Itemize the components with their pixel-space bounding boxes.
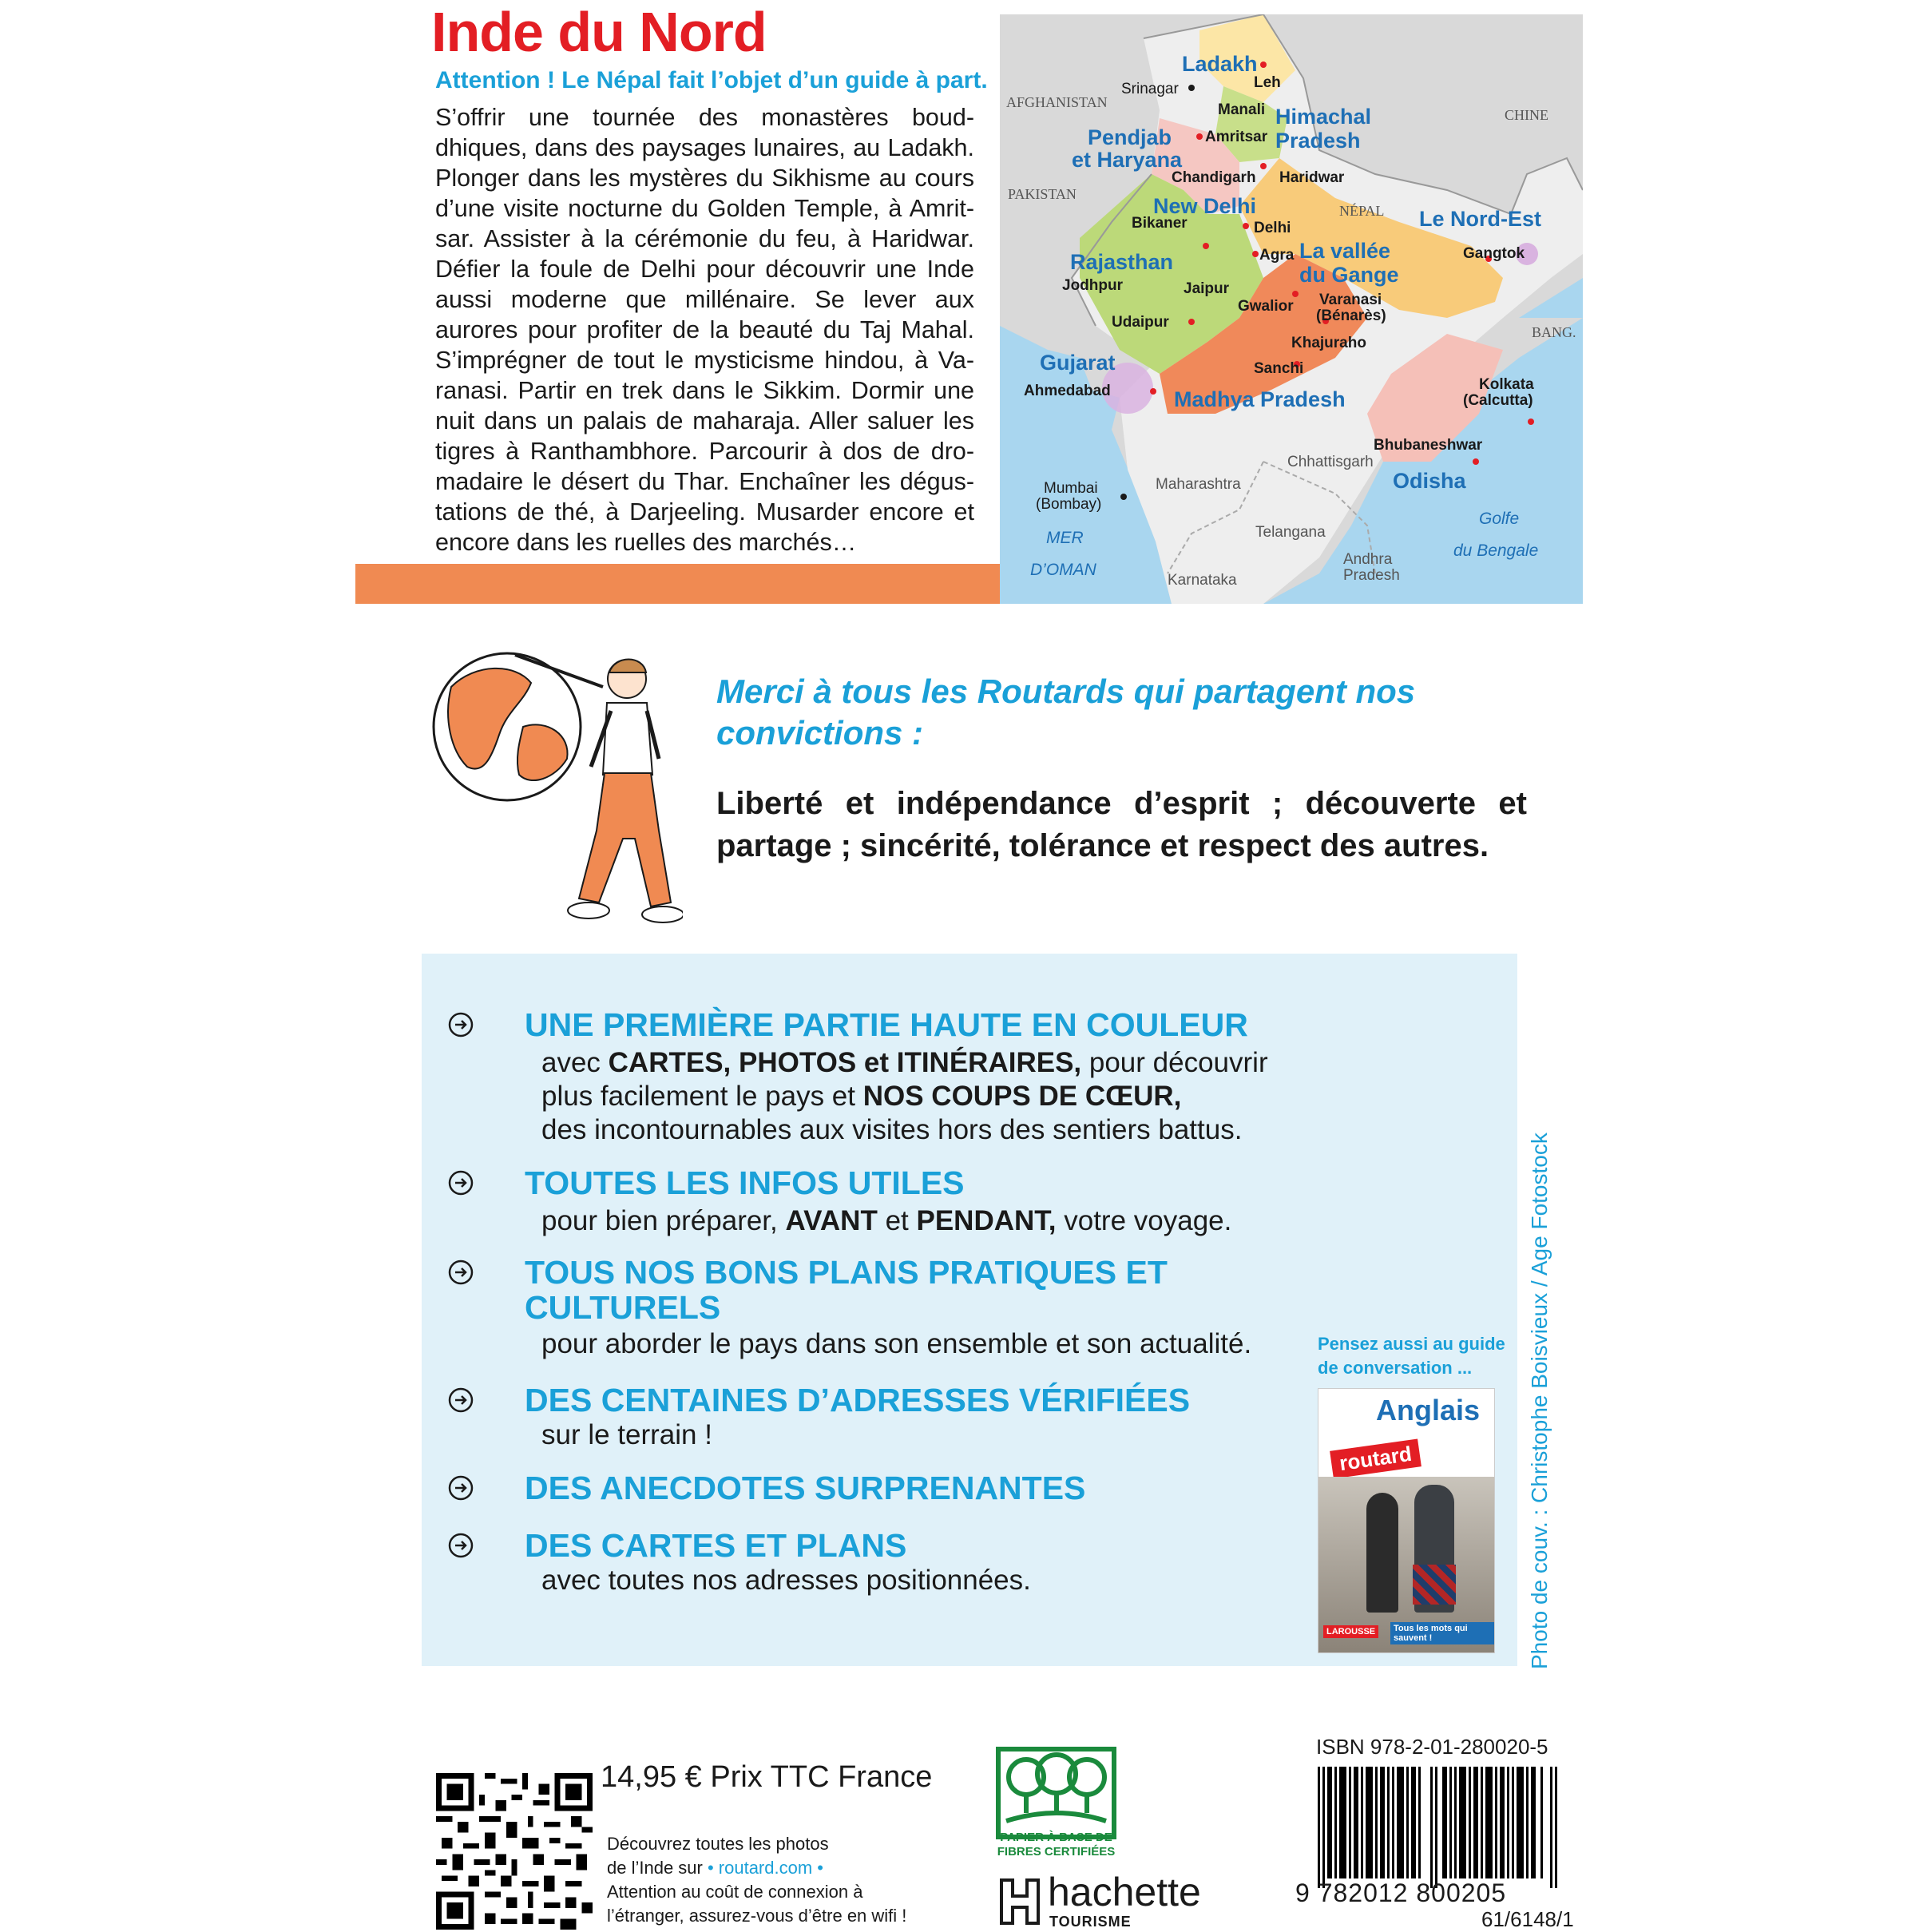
hachette-h-icon: [998, 1877, 1041, 1926]
barcode: [1318, 1767, 1557, 1888]
map-city-gwalior: Gwalior: [1238, 298, 1294, 315]
feature-text: pour découvrir: [1081, 1047, 1268, 1078]
discover-line-4: l’étranger, assurez-vous d’être en wifi !: [607, 1906, 907, 1926]
arrow-circle-icon: [447, 1532, 474, 1559]
map-country-bang: BANG.: [1532, 324, 1576, 340]
map-city-ahmedabad: Ahmedabad: [1024, 383, 1111, 399]
feature-heading: UNE PREMIÈRE PARTIE HAUTE EN COULEUR: [525, 1006, 1248, 1043]
feature-bold: PENDANT,: [916, 1205, 1057, 1236]
feature-body: [541, 1204, 1340, 1238]
feature-bold: NOS COUPS DE CŒUR,: [862, 1081, 1182, 1112]
pensez-line-1: Pensez aussi au guide: [1318, 1334, 1505, 1354]
conversation-guide-cover: [1318, 1388, 1495, 1653]
barcode-digits: 9 782012 800205: [1295, 1878, 1507, 1907]
cover-figure-1: [1366, 1493, 1398, 1613]
map-city-khajuraho: Khajuraho: [1291, 335, 1366, 351]
orange-band: [355, 564, 1000, 604]
map-city-delhi: Delhi: [1254, 220, 1291, 236]
tourisme-wordmark: TOURISME: [1049, 1914, 1132, 1930]
paper-line-2: FIBRES CERTIFIÉES: [997, 1845, 1116, 1859]
feature-text: avec: [541, 1047, 609, 1078]
map-city-leh: Leh: [1254, 74, 1281, 91]
map-state-telangana: Telangana: [1255, 524, 1326, 541]
map-state-andhra-2: Pradesh: [1343, 567, 1400, 584]
map-state-chhattisgarh: Chhattisgarh: [1287, 454, 1374, 470]
map-city-varanasi-2: (Bénarès): [1316, 307, 1386, 324]
map-label-rajasthan: Rajasthan: [1070, 250, 1174, 274]
discover-line-2: [607, 1856, 950, 1880]
map-city-chandigarh: Chandigarh: [1172, 169, 1256, 186]
map-sea-mer-2: D’OMAN: [1030, 561, 1096, 579]
map-label-himachal-1: Himachal: [1275, 105, 1372, 129]
map-country-chine: CHINE: [1505, 107, 1548, 123]
feature-bold: AVANT: [785, 1205, 878, 1236]
feature-heading: TOUTES LES INFOS UTILES: [525, 1164, 965, 1201]
feature-body: [541, 1046, 1340, 1080]
map-country-afghanistan: AFGHANISTAN: [1006, 94, 1108, 110]
cover-kilt: [1413, 1565, 1456, 1605]
feature-text: pour bien préparer,: [541, 1205, 786, 1236]
hachette-logo: [998, 1869, 1206, 1931]
feature-heading-line2: CULTURELS: [525, 1289, 721, 1326]
map-country-nepal: NÉPAL: [1339, 203, 1385, 219]
certified-paper-label: [990, 1831, 1122, 1859]
map-state-karnataka: Karnataka: [1168, 572, 1237, 589]
discover-line-3: Attention au coût de connexion à: [607, 1882, 863, 1902]
map-label-odisha: Odisha: [1393, 469, 1466, 493]
map-label-new-delhi: New Delhi: [1153, 194, 1257, 218]
photo-credit: Photo de couv. : Christophe Boisvieux / Age Fotostock: [1527, 1133, 1552, 1669]
feature-body: avec toutes nos adresses positionnées.: [541, 1565, 1031, 1596]
map-city-bhubaneshwar: Bhubaneshwar: [1374, 437, 1483, 454]
feature-text: et: [877, 1205, 917, 1236]
feature-heading: TOUS NOS BONS PLANS PRATIQUES ET: [525, 1254, 1168, 1291]
map-city-manali: Manali: [1218, 101, 1266, 118]
map-label-ladakh: Ladakh: [1182, 52, 1258, 76]
arrow-circle-icon: [447, 1169, 474, 1196]
map-city-mumbai-2: (Bombay): [1036, 496, 1102, 513]
cover-publisher: LAROUSSE: [1323, 1625, 1378, 1638]
map-city-sanchi: Sanchi: [1254, 360, 1304, 377]
qr-code[interactable]: [436, 1773, 593, 1930]
cover-title: Anglais: [1376, 1394, 1481, 1426]
arrow-circle-icon: [447, 1259, 474, 1286]
arrow-circle-icon: [447, 1387, 474, 1414]
map-city-agra: Agra: [1259, 247, 1295, 264]
map-label-gujarat: Gujarat: [1040, 351, 1116, 375]
map-city-mumbai-1: Mumbai: [1044, 480, 1098, 497]
pensez-aussi-note: [1318, 1332, 1525, 1380]
arrow-circle-icon: [447, 1474, 474, 1502]
certified-paper-tree-icon: [994, 1745, 1118, 1841]
convictions-text: Liberté et indépendance d’esprit ; découverte et partage ; sincérité, tolérance et respect des autres.: [716, 786, 1527, 863]
map-label-gange-1: La vallée: [1299, 239, 1391, 263]
map-sea-mer-1: MER: [1046, 529, 1084, 547]
feature-body: pour aborder le pays dans son ensemble et son actualité.: [541, 1328, 1252, 1359]
map-label-pendjab-2: et Haryana: [1072, 148, 1183, 172]
map-label-nord-est: Le Nord-Est: [1419, 207, 1542, 231]
map-city-srinagar: Srinagar: [1121, 81, 1179, 97]
book-title: Inde du Nord: [431, 1, 767, 63]
isbn: ISBN 978-2-01-280020-5: [1316, 1735, 1548, 1759]
feature-heading: DES ANECDOTES SURPRENANTES: [525, 1470, 1086, 1506]
map-city-amritsar: Amritsar: [1205, 129, 1268, 145]
map-city-jodhpur: Jodhpur: [1062, 277, 1123, 294]
map-city-kolkata-2: (Calcutta): [1463, 392, 1533, 409]
feature-heading: DES CARTES ET PLANS: [525, 1527, 907, 1564]
reference-number: 61/6148/1: [1481, 1907, 1574, 1931]
map-city-udaipur: Udaipur: [1112, 314, 1169, 331]
feature-text: votre voyage.: [1056, 1205, 1232, 1236]
feature-text: plus facilement le pays et: [541, 1081, 863, 1112]
discover-text: [607, 1832, 950, 1928]
hachette-wordmark: hachette: [1048, 1870, 1201, 1914]
map-sea-golfe-1: Golfe: [1479, 510, 1520, 528]
map-city-varanasi-1: Varanasi: [1319, 292, 1382, 308]
routard-walker-illustration: [419, 639, 683, 942]
feature-heading: DES CENTAINES D’ADRESSES VÉRIFIÉES: [525, 1382, 1191, 1418]
map-city-bikaner: Bikaner: [1132, 215, 1188, 232]
map-country-pakistan: PAKISTAN: [1008, 186, 1077, 202]
discover-line-1: Découvrez toutes les photos: [607, 1834, 829, 1854]
map-label-himachal-2: Pradesh: [1275, 129, 1361, 153]
map-north-india: [1000, 14, 1583, 604]
routard-link[interactable]: • routard.com •: [707, 1858, 823, 1878]
feature-body: des incontournables aux visites hors des sentiers battus.: [541, 1114, 1243, 1145]
merci-heading: Merci à tous les Routards qui partagent nos convictions :: [716, 672, 1416, 752]
feature-body: sur le terrain !: [541, 1419, 712, 1450]
map-city-kolkata-1: Kolkata: [1479, 376, 1534, 393]
feature-body: [541, 1080, 1340, 1113]
pensez-line-2: de conversation ...: [1318, 1358, 1473, 1378]
intro-text: S’offrir une tournée des monastères bouddhiques, dans des paysages lunaires, au Ladakh. Plonger dans les mystères du Sikhisme au cours d’une visite nocturne du Golden Temple, à Amritsar. Assister à la cérémonie du feu, à Haridwar. Défier la foule de Delhi pour découvrir une Inde aussi moderne que millénaire. Se lever aux aurores pour profiter de la beauté du Taj Mahal. S’imprégner de tout le mysticisme hindou, à Varanasi. Partir en trek dans le Sikkim. Dormir une nuit dans un palais de maharaja. Aller saluer les tigres à Ranthambhore. Parcourir à dos de dromadaire le désert du Thar. Enchaîner les dégustations de thé, à Darjeeling. Musarder encore et encore dans les ruelles des marchés…: [435, 104, 974, 556]
map-city-jaipur: Jaipur: [1184, 280, 1230, 297]
map-city-gangtok: Gangtok: [1463, 245, 1525, 262]
paper-line-1: PAPIER À BASE DE: [1000, 1831, 1112, 1844]
cover-tag: Tous les mots qui sauvent !: [1390, 1622, 1494, 1644]
discover-line-2-text: de l’Inde sur: [607, 1858, 708, 1878]
map-state-andhra-1: Andhra: [1343, 551, 1393, 568]
cover-brand: routard: [1330, 1438, 1421, 1478]
map-label-madhya-pradesh: Madhya Pradesh: [1174, 387, 1346, 411]
map-city-haridwar: Haridwar: [1279, 169, 1345, 186]
map-state-maharashtra: Maharashtra: [1156, 476, 1241, 493]
map-label-pendjab-1: Pendjab: [1088, 125, 1172, 149]
map-sea-golfe-2: du Bengale: [1453, 542, 1539, 560]
arrow-circle-icon: [447, 1011, 474, 1038]
map-label-gange-2: du Gange: [1299, 263, 1399, 287]
feature-bold: CARTES, PHOTOS et ITINÉRAIRES,: [608, 1047, 1082, 1078]
price: 14,95 € Prix TTC France: [601, 1760, 933, 1794]
attention-note: Attention ! Le Népal fait l’objet d’un guide à part.: [435, 67, 988, 93]
